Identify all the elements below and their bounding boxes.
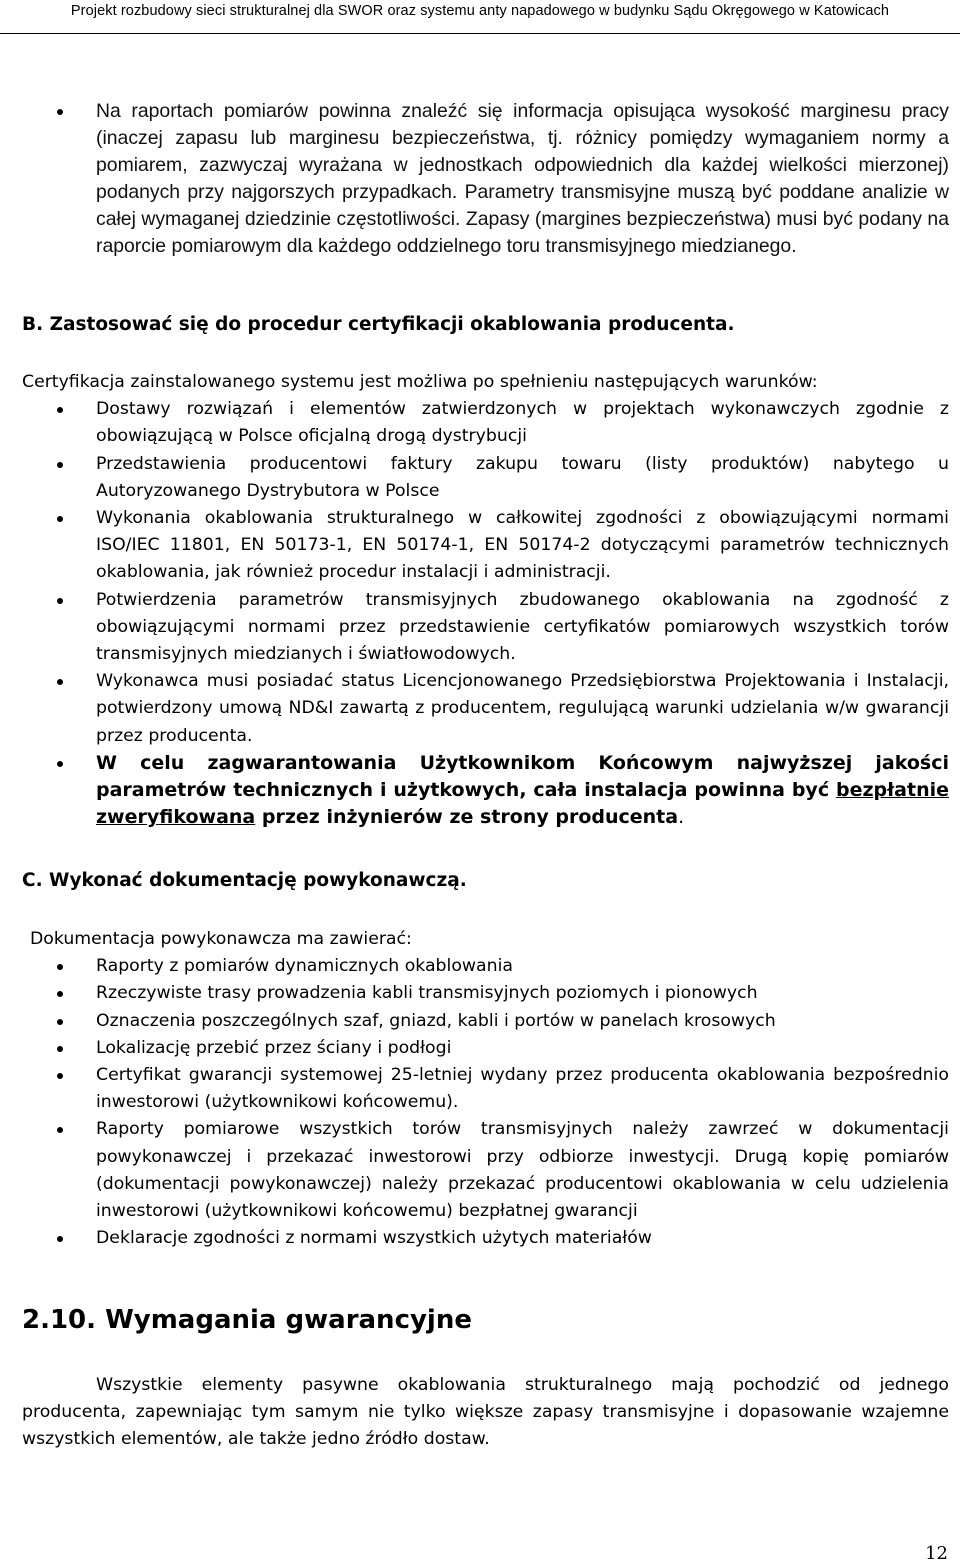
section-b-heading: B. Zastosować się do procedur certyfikacji okablowania producenta. bbox=[22, 314, 735, 335]
list-item-text: Wykonania okablowania strukturalnego w całkowitej zgodności z obowiązującymi normami ISO/IEC 11801, EN 50173-1, EN 50174-1, EN 50174-2 dotyczącymi parametrów technicznych okablowania, jak również procedur instalacji i administracji. bbox=[96, 508, 949, 583]
list-item-text: Oznaczenia poszczególnych szaf, gniazd, kabli i portów w panelach krosowych bbox=[96, 1010, 776, 1031]
list-item bbox=[0, 505, 949, 587]
emphasis-text-end: przez inżynierów ze strony producenta bbox=[255, 806, 679, 829]
list-item bbox=[0, 668, 949, 750]
list-item bbox=[0, 1035, 949, 1062]
list-item-emphasis bbox=[0, 750, 949, 832]
list-item-text: Rzeczywiste trasy prowadzenia kabli transmisyjnych poziomych i pionowych bbox=[96, 983, 758, 1004]
list-item-text: Potwierdzenia parametrów transmisyjnych zbudowanego okablowania na zgodność z obowiązującymi normami przez przedstawienie certyfikatów pomiarowych wszystkich torów transmisyjnych miedzianych i światłowodowych. bbox=[96, 589, 949, 665]
list-item-text: Raporty pomiarowe wszystkich torów transmisyjnych należy zawrzeć w dokumentacji powykonawczej i przekazać inwestorowi przy odbiorze inwestycji. Drugą kopię pomiarów (dokumentacji powykonawczej) należy przekazać producentowi okablowania w celu udzielenia inwestorowi (użytkownikowi końcowemu) bezpłatnej gwarancji bbox=[96, 1119, 949, 1222]
list-item-text: Raporty z pomiarów dynamicznych okablowania bbox=[96, 956, 513, 977]
section-210-paragraph: Wszystkie elementy pasywne okablowania strukturalnego mają pochodzić od jednego producenta, zapewniając tym samym nie tylko większe zapasy transmisyjne i dopasowanie wzajemne wszystkich elementów, ale także jedno źródło dostaw. bbox=[22, 1375, 949, 1450]
section-b-intro: Certyfikacja zainstalowanego systemu jest możliwa po spełnieniu następujących warunków: bbox=[22, 372, 818, 392]
list-item-text: Deklaracje zgodności z normami wszystkich użytych materiałów bbox=[96, 1228, 652, 1249]
list-item bbox=[0, 1225, 949, 1252]
list-item bbox=[0, 98, 949, 260]
emphasis-text: W celu zagwarantowania Użytkownikom Końcowym najwyższej jakości parametrów technicznych i użytkowych, cała instalacja powinna być bbox=[96, 751, 949, 802]
list-item-text: Certyfikat gwarancji systemowej 25-letniej wydany przez producenta okablowania bezpośrednio inwestorowi (użytkownikowi końcowemu). bbox=[96, 1065, 949, 1113]
page-header bbox=[0, 0, 960, 34]
list-item bbox=[0, 953, 949, 980]
list-item-text: Lokalizację przebić przez ściany i podłogi bbox=[96, 1037, 452, 1058]
list-item bbox=[0, 980, 949, 1007]
page-number: 12 bbox=[925, 1543, 948, 1564]
section-c-body bbox=[30, 926, 949, 1252]
list-item bbox=[0, 1116, 949, 1225]
list-item bbox=[0, 1008, 949, 1035]
list-item bbox=[0, 1062, 949, 1116]
list-item bbox=[0, 396, 949, 450]
section-b-body bbox=[22, 369, 949, 832]
list-item-text: Przedstawienia producentowi faktury zakupu towaru (listy produktów) nabytego u Autoryzowanego Dystrybutora w Polsce bbox=[96, 453, 949, 501]
section-c-intro: Dokumentacja powykonawcza ma zawierać: bbox=[30, 929, 412, 949]
underlined-text: bezpłatnie zweryfikowana bbox=[96, 779, 949, 829]
list-item-text: Dostawy rozwiązań i elementów zatwierdzonych w projektach wykonawczych zgodnie z obowiązującą w Polsce oficjalną drogą dystrybucji bbox=[96, 399, 949, 447]
period: . bbox=[678, 806, 685, 829]
list-item-text: Wykonawca musi posiadać status Licencjonowanego Przedsiębiorstwa Projektowania i Instalacji, potwierdzony umową ND&I zawartą z producentem, regulującą warunki udzielania w/w gwarancji przez producenta. bbox=[96, 671, 949, 746]
list-item bbox=[0, 451, 949, 505]
document-title: Projekt rozbudowy sieci strukturalnej dla SWOR oraz systemu anty napadowego w budynku Sądu Okręgowego w Katowicach bbox=[70, 3, 890, 19]
list-item-text: Na raportach pomiarów powinna znaleźć się informacja opisująca wysokość marginesu pracy (inaczej zapasu lub marginesu bezpieczeństwa, tj. różnicy pomiędzy wymaganiem normy a pomiarem, zazwyczaj wyrażana w jednostkach odpowiednich dla każdej wielkości mierzonej) podanych przy najgorszych przypadkach. Parametry transmisyjne muszą być poddane analizie w całej wymaganej dziedzinie częstotliwości. Zapasy (margines bezpieczeństwa) musi być podany na raporcie pomiarowym dla każdego oddzielnego toru transmisyjnego miedzianego. bbox=[96, 100, 949, 257]
list-item bbox=[0, 587, 949, 669]
intro-bullet-block bbox=[22, 98, 949, 260]
section-c-heading: C. Wykonać dokumentację powykonawczą. bbox=[22, 870, 467, 891]
section-210-heading: 2.10. Wymagania gwarancyjne bbox=[22, 1305, 472, 1335]
